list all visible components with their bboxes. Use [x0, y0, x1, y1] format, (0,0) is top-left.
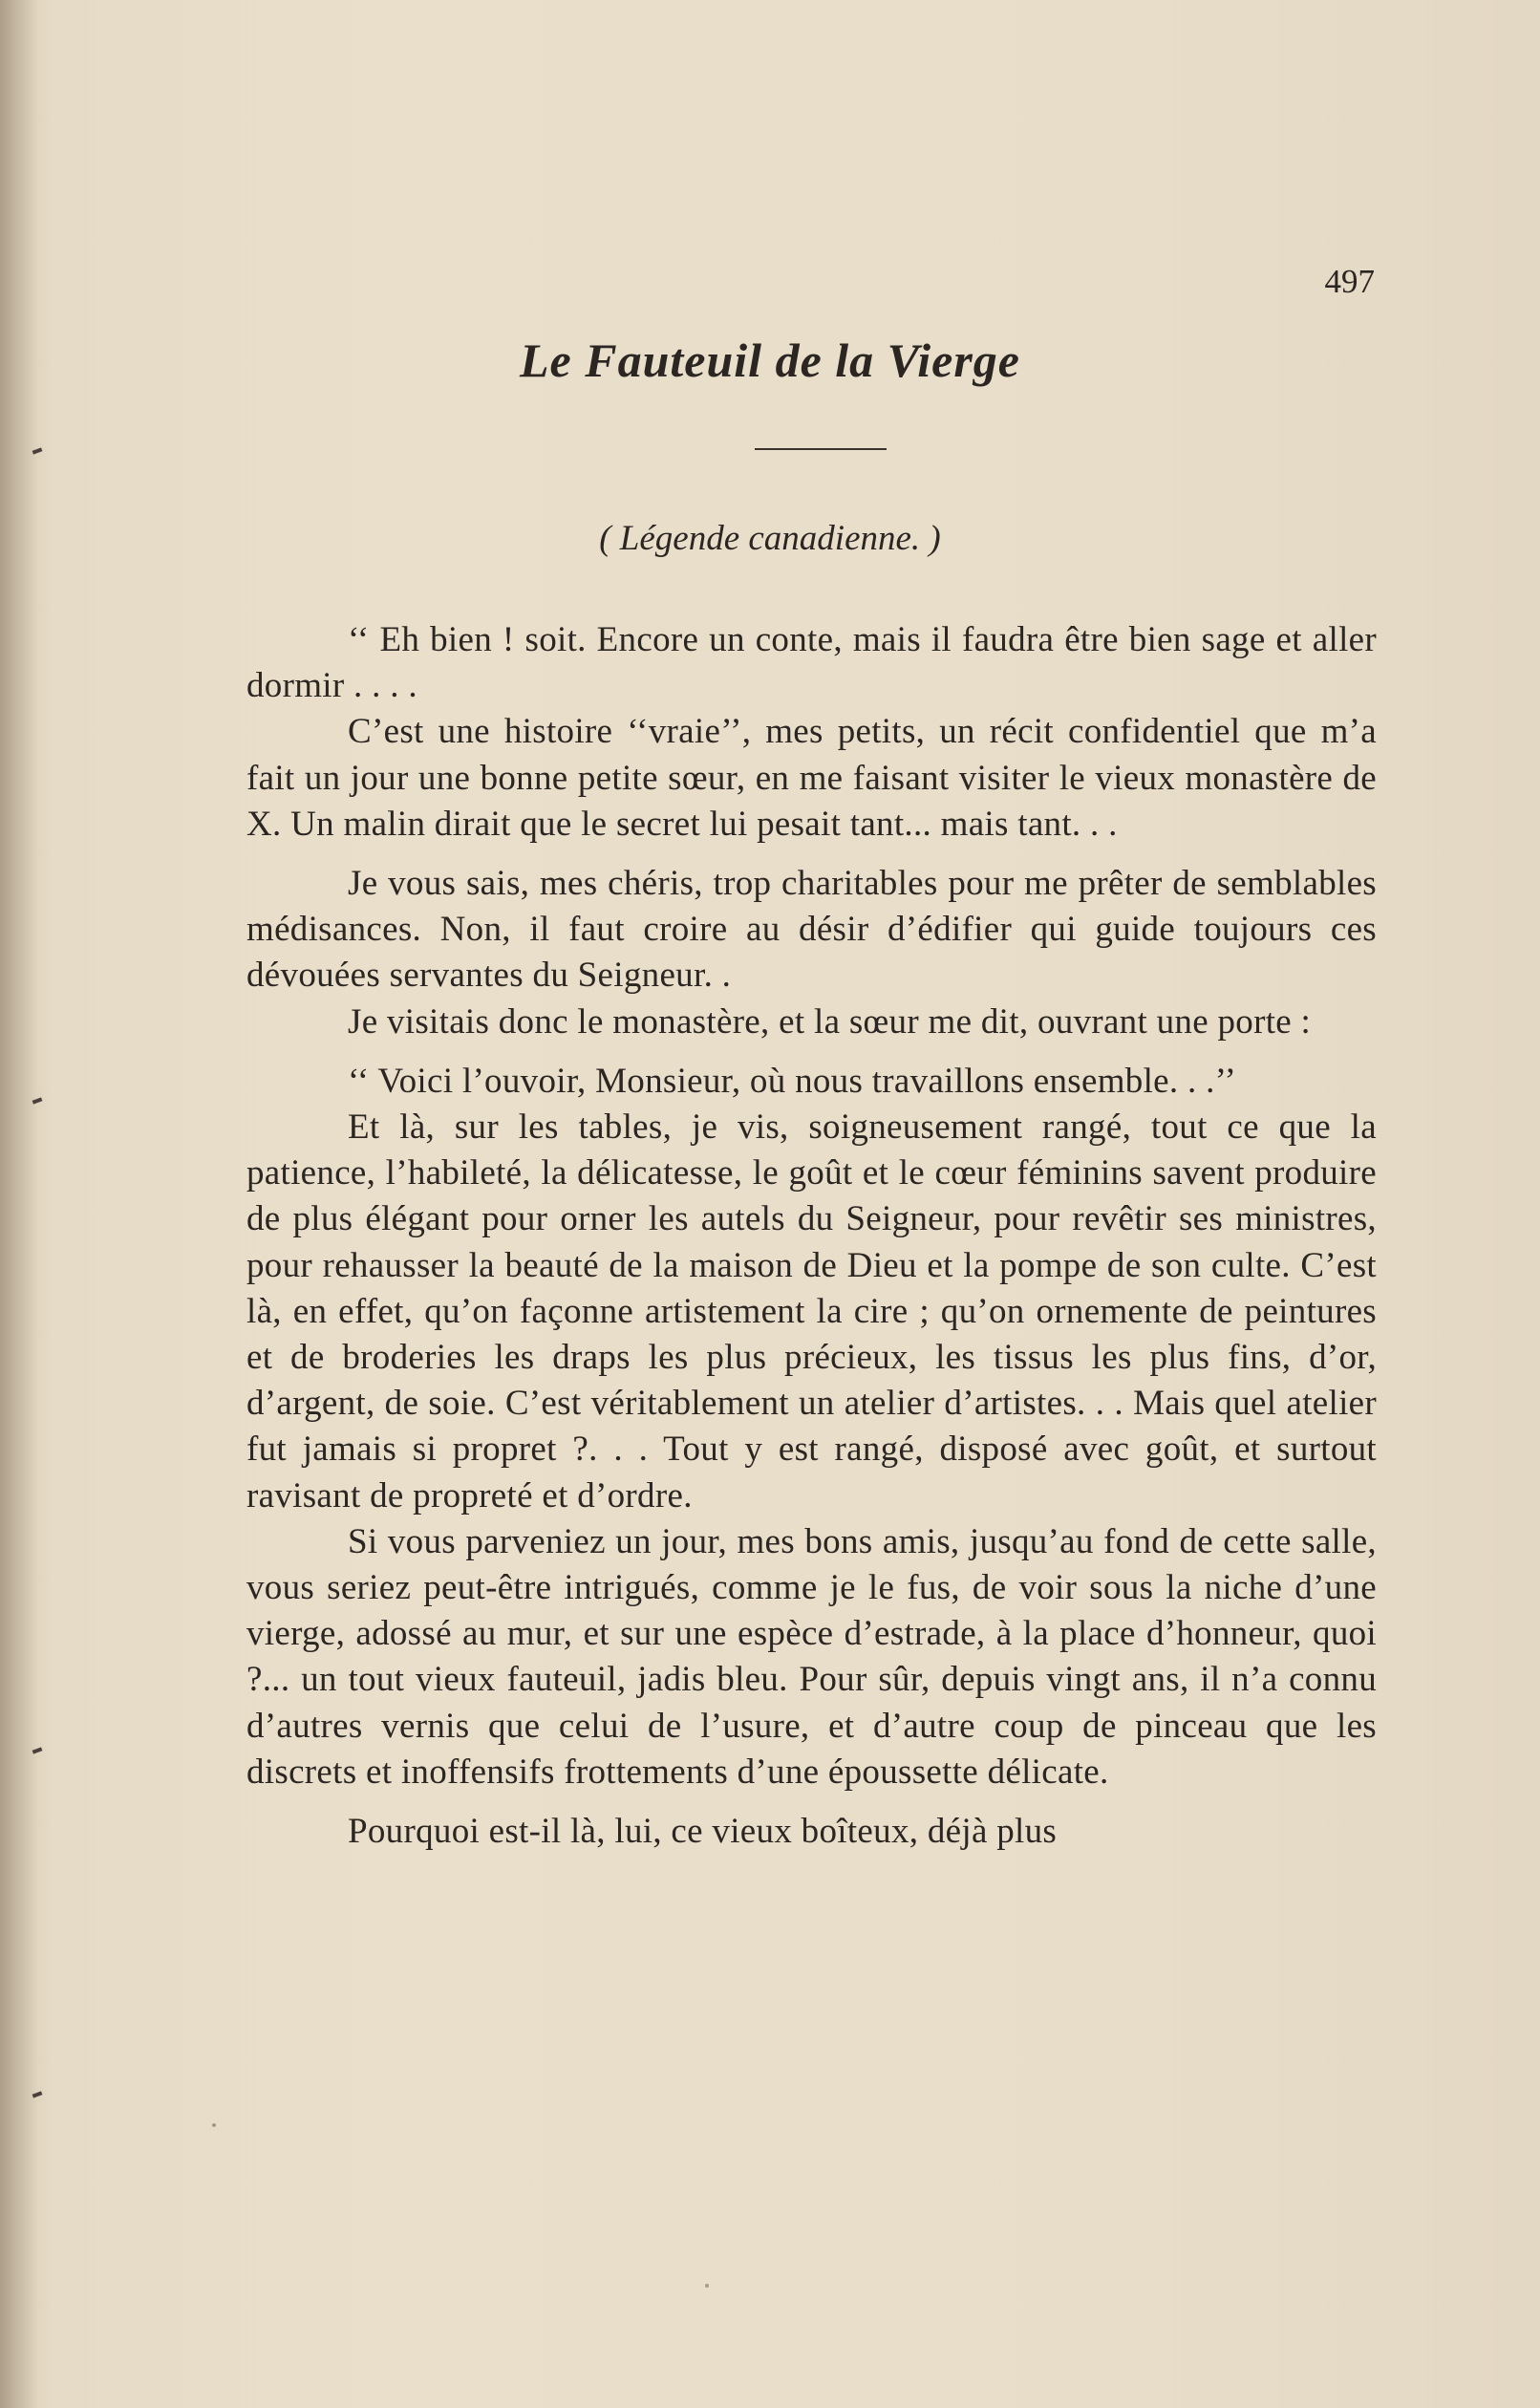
chapter-subtitle: ( Légende canadienne. ) [599, 519, 941, 558]
title-divider [755, 448, 887, 450]
paragraph: Et là, sur les tables, je vis, soigneusement rangé, tout ce que la patience, l’habileté, la délicatesse, le goût et le cœur féminins savent produire de plus élégant pour orner les autels du Seigneur, pour revêtir ses ministres, pour rehausser la beauté de la maison de Dieu et la pompe de son culte. C’est là, en effet, qu’on façonne artistement la cire ; qu’on ornemente de peintures et de broderies les draps les plus précieux, les tissus les plus fins, d’or, d’argent, de soie. C’est véritablement un atelier d’artistes. . . Mais quel atelier fut jamais si propret ?. . . Tout y est rangé, disposé avec goût, et surtout ravisant de propreté et d’ordre. [246, 1107, 1377, 1516]
paragraph: Pourquoi est-il là, lui, ce vieux boîteux, déjà plus [348, 1812, 1058, 1852]
paragraph: C’est une histoire ‘‘vraie’’, mes petits, un récit confidentiel que m’a fait un jour une bonne petite sœur, en me faisant visiter le vieux monastère de X. Un malin dirait que le secret lui pesait tant... mais tant. . . [246, 712, 1377, 844]
paragraph: Je vous sais, mes chéris, trop charitables pour me prêter de semblables médisances. Non, il faut croire au désir d’édifier qui guide toujours ces dévouées servantes du Seigneur. . [246, 864, 1377, 996]
page-number: 497 [1324, 263, 1375, 300]
chapter-title: Le Fauteuil de la Vierge [520, 333, 1020, 387]
paragraph: ‘‘ Voici l’ouvoir, Monsieur, où nous travaillons ensemble. . .’’ [348, 1061, 1237, 1101]
body-text [246, 617, 1377, 1855]
paragraph: Je visitais donc le monastère, et la sœur me dit, ouvrant une porte : [348, 1001, 1312, 1042]
paragraph: Si vous parveniez un jour, mes bons amis, jusqu’au fond de cette salle, vous seriez peut-être intrigués, comme je le fus, de voir sous la niche d’une vierge, adossé au mur, et sur une espèce d’estrade, à la place d’honneur, quoi ?... un tout vieux fauteuil, jadis bleu. Pour sûr, depuis vingt ans, il n’a connu d’autres vernis que celui de l’usure, et d’autre coup de pinceau que les discrets et inoffensifs frottements d’une époussette délicate. [246, 1521, 1377, 1792]
paper-speck [705, 2284, 709, 2288]
paper-speck [212, 2123, 216, 2127]
paragraph: ‘‘ Eh bien ! soit. Encore un conte, mais il faudra être bien sage et aller dormir . . . . [246, 620, 1377, 706]
